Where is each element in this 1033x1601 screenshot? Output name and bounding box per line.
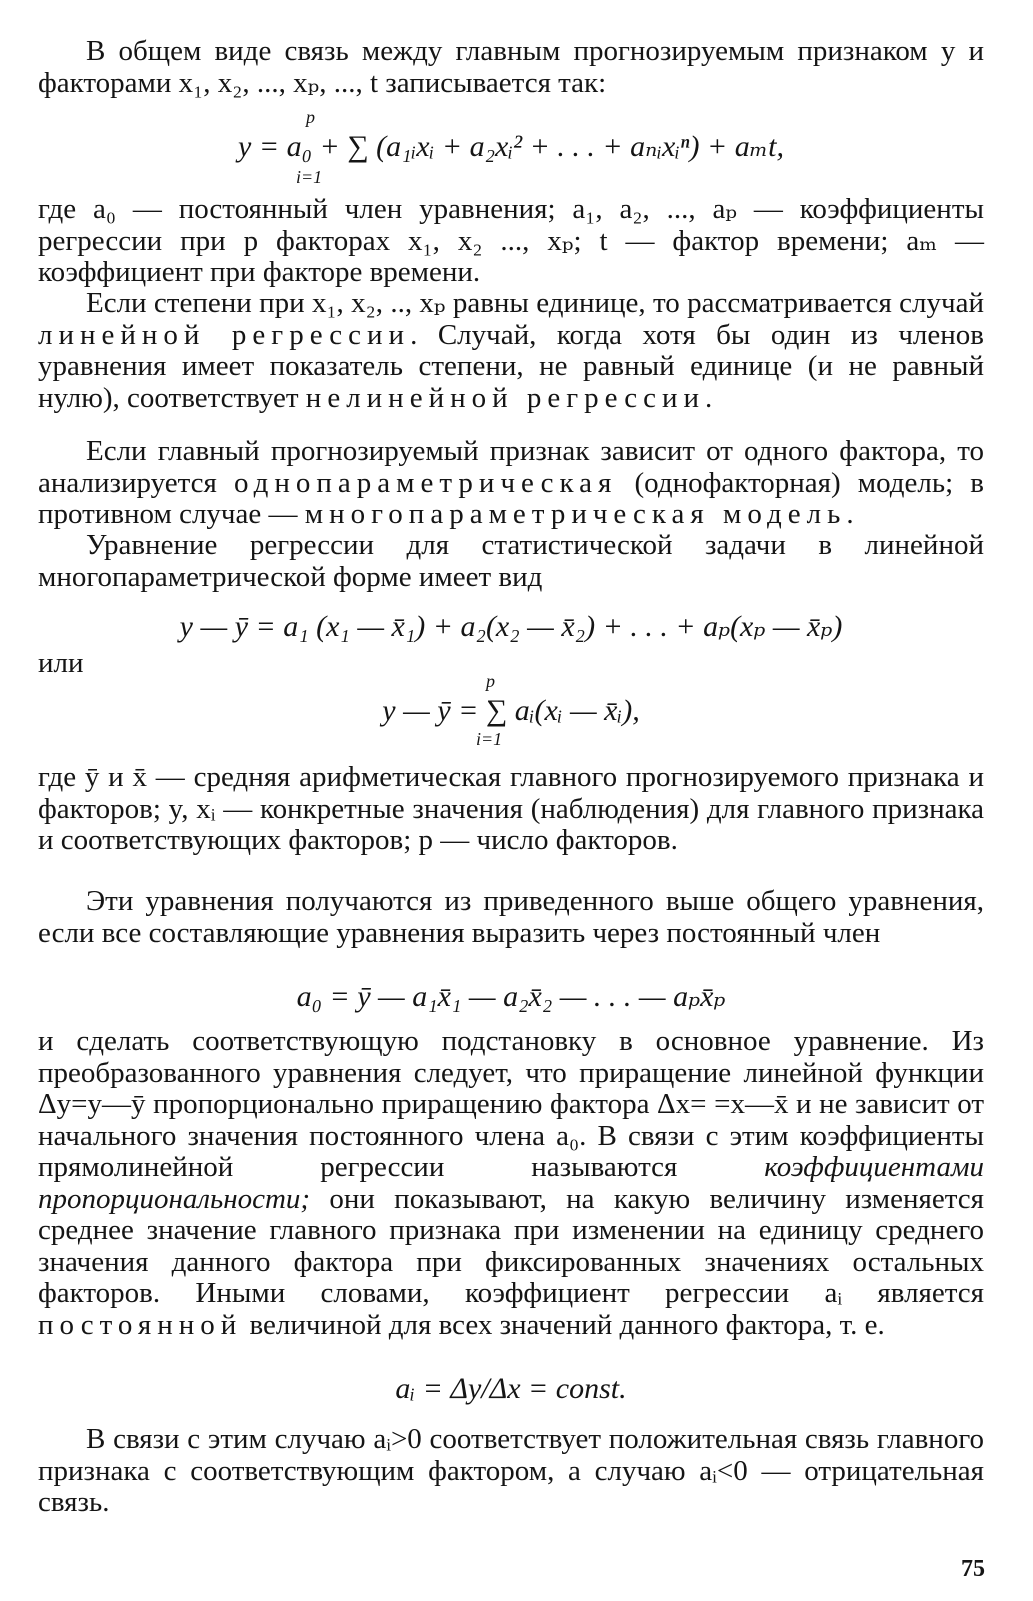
- sum2-lower-limit: i=1: [476, 729, 503, 749]
- sum-upper-limit: p: [306, 107, 315, 127]
- formula-linear-multiparam: y — ȳ = a₁ (x₁ — x̄₁) + a₂(x₂ — x̄₂) + . . . + aₚ(xₚ — x̄ₚ): [179, 610, 843, 643]
- paragraph-where-means: где ȳ и x̄ — средняя арифметическая главного прогнозируемого признака и факторов; y, xᵢ — конкретные значения (наблюдения) для главного признака и соответствующих факторов; p — число факторов.: [38, 761, 984, 856]
- paragraph-parametric-model: Если главный прогнозируемый признак зависит от одного фактора, то анализируется однопараметрическая (однофакторная) модель; в противном случае — многопараметрическая модель.: [38, 435, 984, 530]
- paragraph-these-equations: Эти уравнения получаются из приведенного выше общего уравнения, если все составляющие уравнения выразить через постоянный член: [38, 885, 984, 949]
- paragraph-intro: В общем виде связь между главным прогнозируемым признаком y и факторами x₁, x₂, ..., xₚ, ..., t записывается так:: [38, 35, 984, 99]
- formula-general-text: y = a₀ + ∑ (a₁ᵢxᵢ + a₂xᵢ² + . . . + aₙᵢxᵢⁿ) + aₘt,: [238, 130, 784, 163]
- sum2-upper-limit: p: [486, 671, 495, 691]
- paragraph-sign-of-ai: В связи с этим случаю aᵢ>0 соответствует положительная связь главного признака с соответствующим фактором, а случаю aᵢ<0 — отрицательная связь.: [38, 1423, 984, 1518]
- paragraph-regression-equation: Уравнение регрессии для статистической задачи в линейной многопараметрической форме имеет вид: [38, 529, 984, 593]
- formula-constant-term: a₀ = ȳ — a₁x̄₁ — a₂x̄₂ — . . . — aₚx̄ₚ: [296, 980, 726, 1013]
- paragraph-where-a0: где a₀ — постоянный член уравнения; a₁, a₂, ..., aₚ — коэффициенты регрессии при p факторах x₁, x₂ ..., xₚ; t — фактор времени; aₘ — коэффициент при факторе времени.: [38, 193, 984, 288]
- paragraph-linear-regression: Если степени при x₁, x₂, .., xₚ равны единице, то рассматривается случай линейной регрессии. Случай, когда хотя бы один из членов уравнения имеет показатель степени, не равный единице (и не равный нулю), соответствует нелинейной регрессии.: [38, 287, 984, 414]
- formula-ai-const: aᵢ = Δy/Δx = const.: [395, 1372, 627, 1405]
- paragraph-substitution: и сделать соответствующую подстановку в основное уравнение. Из преобразованного уравнения следует, что приращение линейной функции Δy=y—ȳ пропорционально приращению фактора Δx= =x—x̄ и не зависит от начального значения постоянного члена a₀. В связи с этим коэффициенты прямолинейной регрессии называются коэффициентами пропорциональности; они показывают, на какую величину изменяется среднее значение главного признака при изменении на единицу среднего значения данного фактора при фиксированных значениях остальных факторов. Иными словами, коэффициент регрессии aᵢ является постоянной величиной для всех значений данного фактора, т. е.: [38, 1025, 984, 1341]
- formula-general-regression: [38, 130, 984, 164]
- sum-lower-limit: i=1: [296, 167, 323, 187]
- page-number: 75: [961, 1556, 985, 1582]
- formula-sum-form: y — ȳ = ∑ aᵢ(xᵢ — x̄ᵢ),: [382, 694, 640, 727]
- word-or: или: [38, 647, 84, 679]
